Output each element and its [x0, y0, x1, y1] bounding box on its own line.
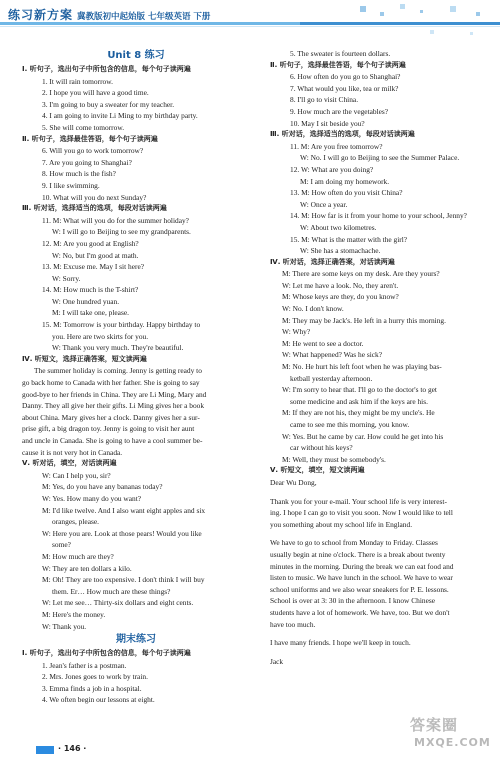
text-line: 2. I hope you will have a good time. [42, 88, 149, 98]
text-line: M: There are some keys on my desk. Are they yours? [282, 269, 440, 279]
text-line: M: If they are not his, they might be my uncle's. He [282, 408, 435, 418]
exercise-heading: Ⅲ. 听对话，选择适当的选项，每段对话读两遍 [270, 130, 415, 139]
text-line: W: Let me see… Thirty-six dollars and eight cents. [42, 598, 194, 608]
text-line: W: Yes. How many do you want? [42, 493, 142, 503]
text-line: W: Here you are. Look at those pears! Would you like [42, 528, 202, 538]
text-line: W: Once a year. [300, 199, 348, 209]
text-line: 10. May I sit beside you? [290, 118, 365, 128]
text-line: about China. Mary gives her a clock. Danny gives her a sur- [22, 412, 200, 422]
text-line: listen to music. We have lunch in the school. We have to wear [270, 573, 453, 583]
exercise-heading: Ⅱ. 听句子，选择最佳答语，每个句子读两遍 [270, 60, 406, 69]
text-line: M: I will take one, please. [52, 308, 129, 318]
text-line: W: Thank you very much. They're beautiful. [52, 343, 184, 353]
paragraph-gap [270, 630, 492, 637]
text-line: M: Whose keys are they, do you know? [282, 292, 399, 302]
watermark-line-2: MXQE.COM [414, 736, 491, 749]
page-number: · 146 · [58, 744, 87, 753]
text-line: 6. How often do you go to Shanghai? [290, 72, 401, 82]
text-line: oranges, please. [52, 517, 99, 527]
text-line: usually begin at nine o'clock. There is a break about twenty [270, 549, 446, 559]
text-line: 5. The sweater is fourteen dollars. [290, 49, 391, 58]
text-line: some? [52, 540, 71, 550]
text-line: 8. I'll go to visit China. [290, 95, 359, 105]
text-line: Dear Wu Dong, [270, 477, 317, 487]
text-line: W: Thank you. [42, 621, 87, 631]
paragraph-gap [270, 489, 492, 496]
exercise-heading: Ⅴ. 听对话，填空，对话读两遍 [22, 459, 117, 468]
text-line: M: Here's the money. [42, 609, 106, 619]
text-line: have too much. [270, 619, 316, 629]
book-subtitle: 冀教版初中起始版 七年级英语 下册 [77, 12, 211, 22]
exercise-heading: Ⅳ. 听对话，选择正确答案，对话读两遍 [270, 257, 395, 266]
text-line: M: Yes, do you have any bananas today? [42, 482, 163, 492]
text-line: W: She has a stomachache. [300, 246, 381, 256]
text-line: W: About two kilometres. [300, 222, 377, 232]
exercise-heading: Ⅱ. 听句子，选择最佳答语，每个句子读两遍 [22, 134, 158, 143]
text-line: M: He went to see a doctor. [282, 338, 364, 348]
text-line: W: No, but I'm good at math. [52, 250, 139, 260]
section-heading: 期末练习 [116, 634, 156, 646]
text-line: W: One hundred yuan. [52, 296, 120, 306]
text-line: ing. I hope I can go to visit you soon. Now I would like to tell [270, 508, 453, 518]
text-line: The summer holiday is coming. Jenny is getting ready to [34, 366, 202, 376]
text-line: 14. M: How far is it from your home to your school, Jenny? [290, 211, 467, 221]
text-line: some medicine and ask him if the keys are his. [290, 396, 428, 406]
exercise-heading: Ⅳ. 听短文，选择正确答案，短文读两遍 [22, 354, 147, 363]
text-line: 7. What would you like, tea or milk? [290, 83, 399, 93]
text-line: W: No. I will go to Beijing to see the Summer Palace. [300, 153, 460, 163]
right-column [270, 48, 492, 667]
text-line: go back home to Canada with her father. She is going to say [22, 378, 200, 388]
page-marker [36, 746, 54, 754]
paragraph-gap [270, 530, 492, 537]
text-line: M: I am doing my homework. [300, 176, 390, 186]
text-line: 7. Are you going to Shanghai? [42, 157, 132, 167]
text-line: W: I'm sorry to hear that. I'll go to the doctor's to get [282, 385, 437, 395]
text-line: W: Can I help you, sir? [42, 470, 111, 480]
text-line: minutes in the morning. During the break we can eat food and [270, 561, 454, 571]
book-title [8, 6, 210, 23]
text-line: 9. How much are the vegetables? [290, 106, 389, 116]
exercise-heading: Ⅰ. 听句子，选出句子中所包含的信息，每个句子读两遍 [22, 65, 191, 73]
text-line: and uncle in Canada. She is going to have a cool summer be- [22, 436, 203, 445]
text-line: 9. I like swimming. [42, 180, 100, 190]
text-line: 13. M: How often do you visit China? [290, 188, 403, 198]
section-heading: Unit 8 练习 [107, 50, 165, 61]
text-line: 14. M: How much is the T-shirt? [42, 285, 139, 295]
text-line: M: Oh! They are too expensive. I don't think I will buy [42, 575, 205, 585]
exercise-heading: Ⅰ. 听句子，选出句子中所包含的信息，每个句子读两遍 [22, 649, 191, 658]
text-line: ketball yesterday afternoon. [290, 373, 373, 383]
text-line: 11. M: Are you free tomorrow? [290, 141, 383, 151]
text-line: 12. W: What are you doing? [290, 164, 374, 174]
text-line: M: Well, they must be somebody's. [282, 454, 386, 464]
text-line: Thank you for your e-mail. Your school life is very interest- [270, 496, 447, 506]
text-line: 1. It will rain tomorrow. [42, 76, 113, 86]
text-line: W: No. I don't know. [282, 304, 344, 314]
text-line: cause it is not very hot in Canada. [22, 447, 123, 457]
text-line: W: Yes. But he came by car. How could he get into his [282, 431, 444, 441]
watermark-line-1: 答案圈 [410, 716, 459, 734]
text-line: 13. M: Excuse me. May I sit here? [42, 262, 145, 272]
page-header [0, 0, 500, 44]
text-line: 12. M: Are you good at English? [42, 238, 139, 248]
text-line: W: Why? [282, 327, 311, 337]
paragraph-gap [270, 649, 492, 656]
text-line: came to see me this morning, you know. [290, 420, 410, 429]
text-line: We have to go to school from Monday to Friday. Classes [270, 538, 438, 548]
text-line: school uniforms and we also wear sneakers for P. E. lessons. [270, 584, 449, 594]
text-line: 6. Will you go to work tomorrow? [42, 146, 144, 156]
text-line: 3. I'm going to buy a sweater for my teacher. [42, 99, 175, 109]
text-line: them. Er… How much are these things? [52, 586, 171, 596]
text-line: 4. I am going to invite Li Ming to my birthday party. [42, 111, 198, 121]
watermark-logo [410, 714, 496, 754]
text-line: W: I will go to Beijing to see my grandparents. [52, 227, 191, 237]
exercise-heading: Ⅲ. 听对话，选择适当的选项，每段对话读两遍 [22, 204, 167, 213]
header-decoration [300, 2, 500, 42]
exercise-heading: Ⅴ. 听短文，填空，短文读两遍 [270, 466, 365, 475]
text-line: you. Here are two skirts for you. [52, 331, 149, 341]
text-line: 15. M: Tomorrow is your birthday. Happy birthday to [42, 320, 201, 330]
text-line: prise gift, a big dragon toy. Jenny is going to visit her aunt [22, 424, 195, 434]
text-line: 3. Emma finds a job in a hospital. [42, 683, 142, 693]
text-line: I have many friends. I hope we'll keep in touch. [270, 638, 411, 648]
left-column [22, 48, 250, 706]
text-line: W: What happened? Was he sick? [282, 350, 383, 360]
text-line: M: No. He hurt his left foot when he was playing bas- [282, 362, 442, 372]
text-line: students have a lot of homework. We have, too. But we don't [270, 607, 450, 617]
text-line: 4. We often begin our lessons at eight. [42, 695, 155, 705]
text-line: car without his keys? [290, 443, 353, 453]
text-line: W: Sorry. [52, 273, 81, 283]
text-line: M: I'd like twelve. And I also want eight apples and six [42, 505, 206, 515]
text-line: 8. How much is the fish? [42, 169, 116, 179]
text-line: good-bye to her friends in China. They are Li Ming, Mary and [22, 389, 207, 399]
text-line: 5. She will come tomorrow. [42, 122, 125, 132]
text-line: 2. Mrs. Jones goes to work by train. [42, 672, 148, 682]
text-line: Danny. They all give her their gifts. Li Ming gives her a book [22, 401, 205, 411]
text-line: M: They may be Jack's. He left in a hurry this morning. [282, 315, 446, 325]
text-line: W: Let me have a look. No, they aren't. [282, 280, 399, 290]
text-line: 10. What will you do next Sunday? [42, 192, 147, 202]
text-line: School is over at 3: 30 in the afternoon. I know Chinese [270, 596, 436, 606]
text-line: 15. M: What is the matter with the girl? [290, 234, 408, 244]
text-line: 1. Jean's father is a postman. [42, 660, 127, 670]
text-line: W: They are ten dollars a kilo. [42, 563, 132, 573]
book-title-main: 练习新方案 [8, 8, 74, 22]
text-line: Jack [270, 656, 284, 666]
text-line: M: How much are they? [42, 551, 114, 561]
text-line: you something about my school life in England. [270, 519, 413, 529]
text-line: 11. M: What will you do for the summer holiday? [42, 215, 189, 225]
